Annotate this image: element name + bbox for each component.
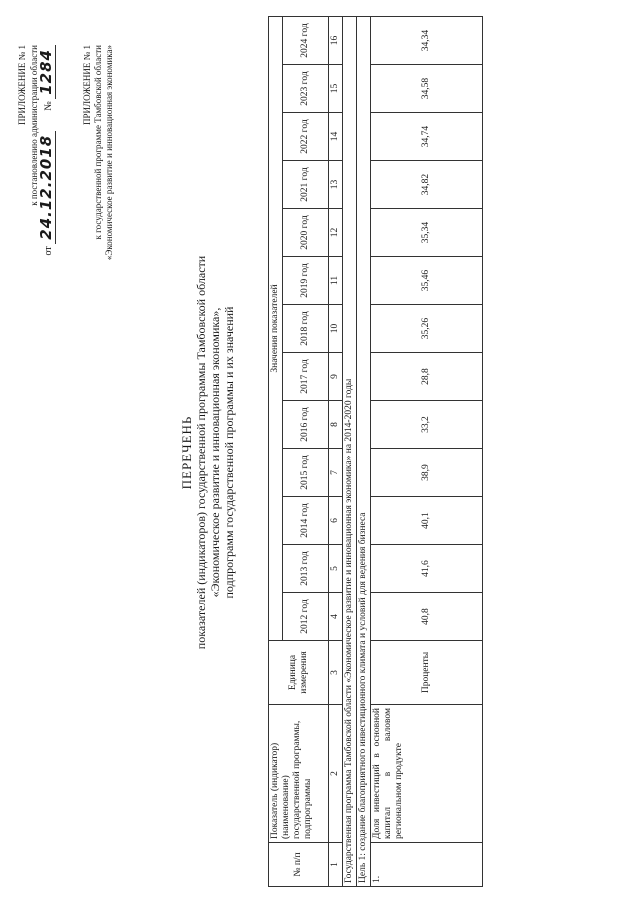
- title-line-3: подпрограмм государственной программы и их значений: [222, 306, 236, 599]
- row-value: 40,8: [371, 593, 483, 641]
- row-value: 35,46: [371, 257, 483, 305]
- program-appendix-line2: к государственной программе Тамбовской области: [93, 45, 103, 240]
- col-number: 9: [329, 353, 343, 401]
- document-title: [180, 0, 236, 905]
- decree-appendix-subtitle: к постановлению администрации области: [29, 45, 39, 206]
- header-year: 2016 год: [283, 401, 329, 449]
- number-prefix: №: [43, 101, 54, 111]
- program-row: [343, 17, 357, 887]
- col-number: 6: [329, 497, 343, 545]
- col-number: 8: [329, 401, 343, 449]
- program-title-cell: Государственная программа Тамбовской области «Экономическое развитие и инновационная экономика» на 2014-2020 годы: [343, 17, 357, 887]
- row-value: 35,34: [371, 209, 483, 257]
- title-main: ПЕРЕЧЕНЬ: [179, 415, 194, 490]
- row-value: 40,1: [371, 497, 483, 545]
- row-value: 28,8: [371, 353, 483, 401]
- header-year: 2024 год: [283, 17, 329, 65]
- header-year: 2022 год: [283, 113, 329, 161]
- header-row-1: [269, 17, 283, 887]
- program-appendix-line3: «Экономическое развитие и инновационная экономика»: [104, 45, 114, 261]
- program-appendix-stamp: [82, 45, 115, 905]
- col-number: 11: [329, 257, 343, 305]
- decree-appendix-title: ПРИЛОЖЕНИЕ № 1: [17, 45, 27, 126]
- header-year: 2017 год: [283, 353, 329, 401]
- row-value: 33,2: [371, 401, 483, 449]
- header-year: 2014 год: [283, 497, 329, 545]
- row-value: 34,82: [371, 161, 483, 209]
- indicators-table: [268, 16, 483, 887]
- col-number: 1: [329, 843, 343, 887]
- col-number: 16: [329, 17, 343, 65]
- header-year: 2013 год: [283, 545, 329, 593]
- row-indicator: Доля инвестиций в основной капитал в валовом региональном продукте: [371, 705, 483, 843]
- row-value: 35,26: [371, 305, 483, 353]
- col-number: 14: [329, 113, 343, 161]
- row-unit: Проценты: [371, 641, 483, 705]
- col-number: 3: [329, 641, 343, 705]
- header-year: 2020 год: [283, 209, 329, 257]
- col-number: 7: [329, 449, 343, 497]
- date-prefix: от: [43, 246, 54, 256]
- col-number: 5: [329, 545, 343, 593]
- row-value: 34,58: [371, 65, 483, 113]
- col-number: 15: [329, 65, 343, 113]
- col-number: 10: [329, 305, 343, 353]
- header-year: 2018 год: [283, 305, 329, 353]
- row-value: 41,6: [371, 545, 483, 593]
- header-indicator: Показатель (индикатор) (наименование) государственной программы, подпрограммы: [269, 705, 329, 843]
- header-year: 2019 год: [283, 257, 329, 305]
- header-year: 2015 год: [283, 449, 329, 497]
- table-row: [371, 17, 483, 887]
- title-line-2: «Экономическое развитие и инновационная экономика»,: [208, 307, 222, 598]
- row-value: 38,9: [371, 449, 483, 497]
- col-number: 2: [329, 705, 343, 843]
- col-number: 12: [329, 209, 343, 257]
- header-year: 2021 год: [283, 161, 329, 209]
- row-value: 34,34: [371, 17, 483, 65]
- handwritten-number: 1284: [37, 45, 56, 99]
- decree-appendix-stamp: [16, 45, 55, 905]
- header-num: № п/п: [269, 843, 329, 887]
- handwritten-date: 24.12.2018: [37, 131, 56, 244]
- decree-date-line: [37, 45, 55, 905]
- col-number: 13: [329, 161, 343, 209]
- program-appendix-title: ПРИЛОЖЕНИЕ № 1: [82, 45, 92, 126]
- header-year: 2023 год: [283, 65, 329, 113]
- header-year: 2012 год: [283, 593, 329, 641]
- column-number-row: [329, 17, 343, 887]
- header-values-group: Значения показателей: [269, 17, 283, 641]
- goal-title-cell: Цель 1: создание благоприятного инвестиционного климата и условий для ведения бизнеса: [357, 17, 371, 887]
- col-number: 4: [329, 593, 343, 641]
- row-num: 1.: [371, 843, 483, 887]
- goal-row: [357, 17, 371, 887]
- title-line-1: показателей (индикаторов) государственной программы Тамбовской области: [194, 255, 208, 650]
- header-unit: Единица измерения: [269, 641, 329, 705]
- row-value: 34,74: [371, 113, 483, 161]
